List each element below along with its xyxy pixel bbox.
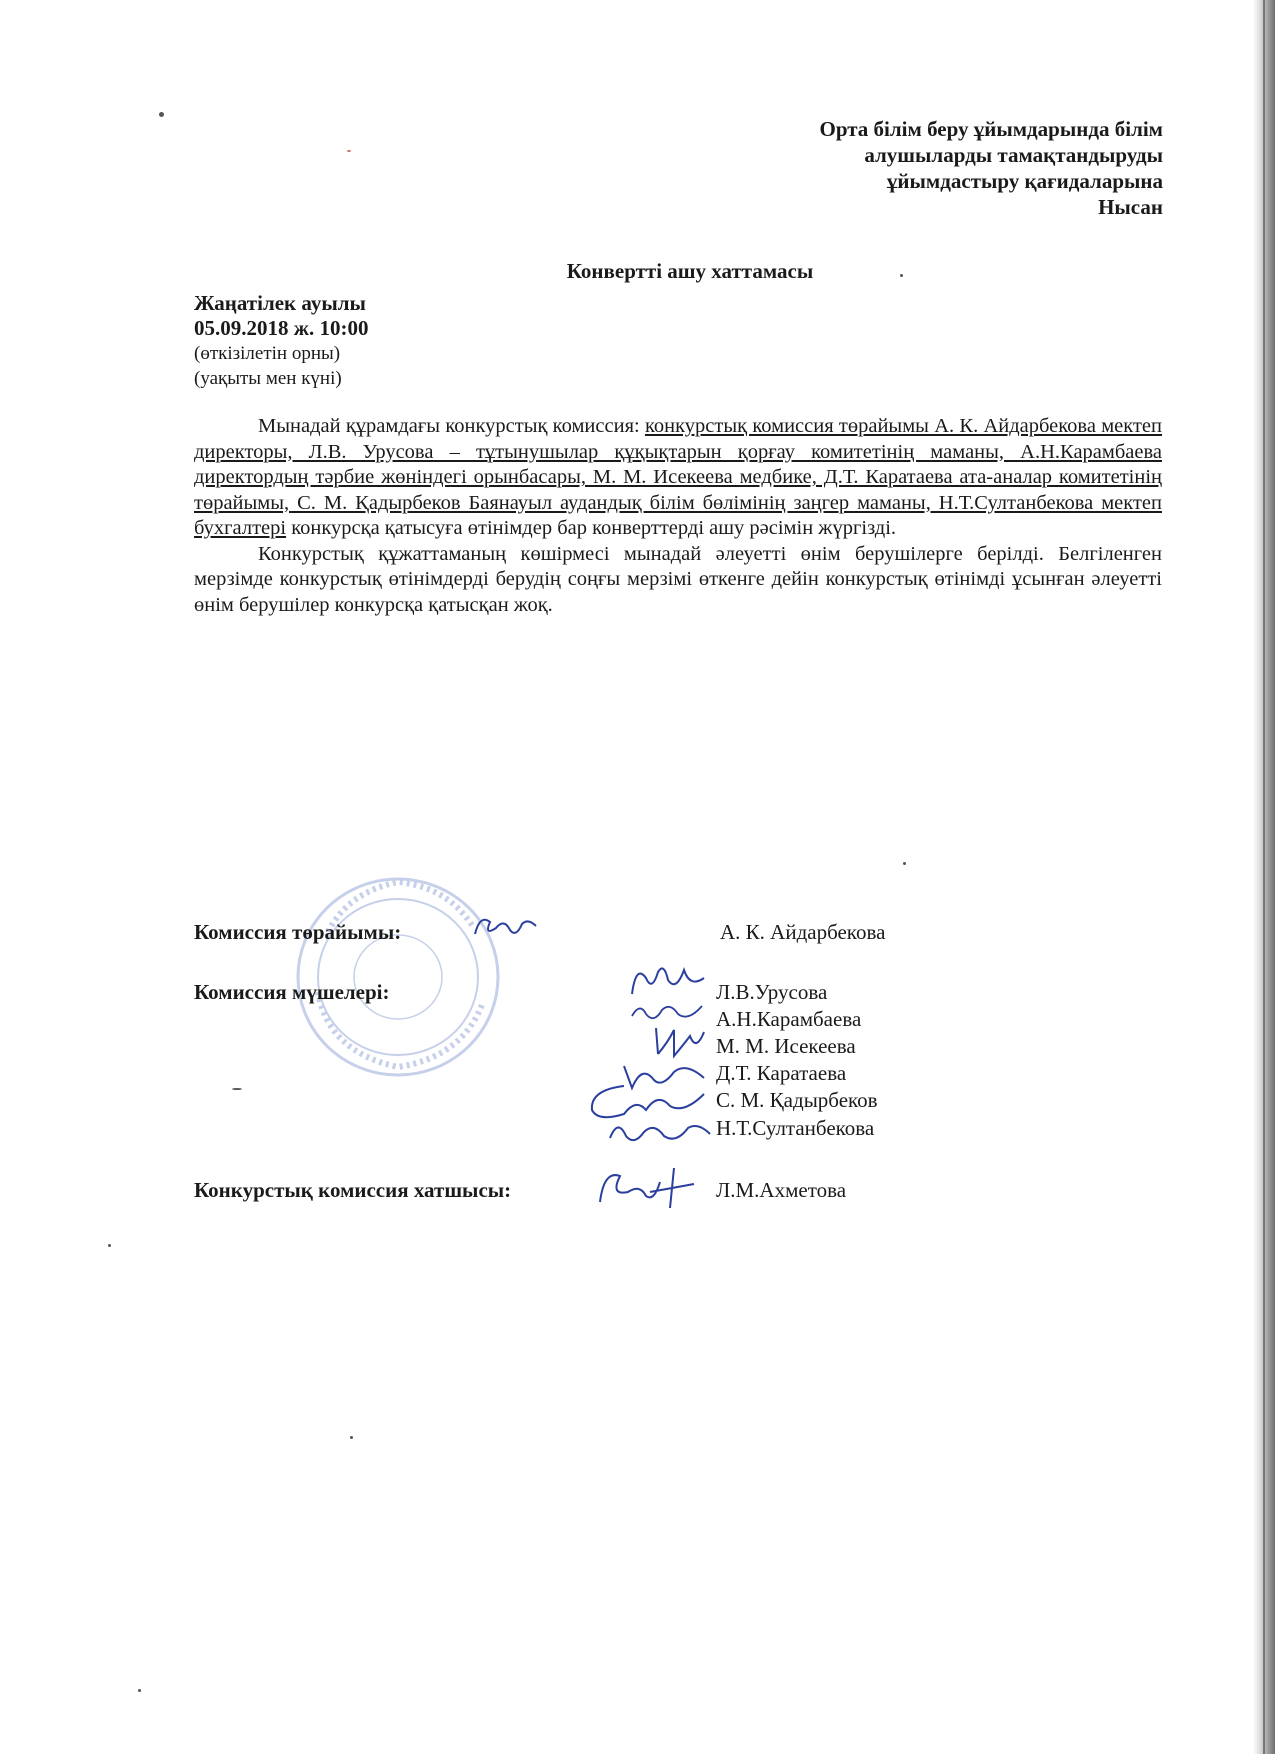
member-name: Д.Т. Каратаева [716, 1061, 847, 1085]
datetime: 05.09.2018 ж. 10:00 [194, 316, 369, 340]
chair-signature [470, 908, 540, 944]
header-form-word: Нысан [1098, 195, 1163, 219]
meta-block [194, 291, 368, 391]
scan-speck [347, 150, 351, 152]
chair-label: Комиссия төрайымы: [194, 920, 402, 944]
commission-members-list: конкурстық комиссия төрайымы А. К. Айдарбекова мектеп директоры, Л.В. Урусова – тұтынушылар құқықтарын қорғау комитетінің маманы, А.Н.Карамбаева директордың тәрбие жөніндегі орынбасары, М. М. Исекеева медбике, Д.Т. Каратаева ата-аналар комитетінің төрайымы, С. М. Қадырбеков Баянауыл аудандық білім бөлімінің заңгер маманы, Н.Т.Султанбекова мектеп бухгалтері [194, 415, 1162, 539]
member-signature [604, 1114, 714, 1150]
secretary-name: Л.М.Ахметова [716, 1178, 847, 1202]
secretary-signature [590, 1162, 700, 1212]
paragraph-lead: Мынадай құрамдағы конкурстық комиссия: [258, 415, 645, 437]
member-name: С. М. Қадырбеков [716, 1088, 878, 1112]
scan-speck [903, 862, 906, 865]
secretary-label: Конкурстық комиссия хатшысы: [194, 1178, 512, 1202]
member-signature [648, 1022, 708, 1062]
round-stamp-seal [288, 852, 538, 1082]
member-name: М. М. Исекеева [716, 1034, 856, 1058]
scan-speck [159, 112, 164, 117]
paragraph-tail: конкурсқа қатысуға өтінімдер бар конверттерді ашу рәсімін жүргізді. [286, 517, 897, 539]
scan-speck [350, 1436, 353, 1439]
document-title: Конвертті ашу хаттамасы [566, 259, 814, 283]
members-label: Комиссия мүшелері: [194, 980, 390, 1004]
header-line: ұйымдастыру қағидаларына [886, 169, 1163, 193]
form-header [820, 116, 1164, 220]
place: Жаңатілек ауылы [194, 291, 366, 315]
body-text [194, 414, 1162, 618]
scan-speck [232, 1088, 242, 1090]
paragraph-documentation: Конкурстық құжаттаманың көшірмесі мынадай әлеуетті өнім берушілерге берілді. Белгіленген мерзімде конкурстық өтінімдерді берудің соңғы мерзімі өткенге дейін конкурстық өтінімді ұсынған әлеуетті өнім берушілер конкурсқа қатысқан жоқ. [194, 542, 1162, 616]
scan-speck [108, 1244, 111, 1247]
paragraph-commission [194, 414, 1162, 542]
member-name: Л.В.Урусова [716, 980, 828, 1004]
chair-name: А. К. Айдарбекова [720, 920, 886, 944]
member-name: А.Н.Карамбаева [716, 1007, 862, 1031]
datetime-caption: (уақыты мен күні) [194, 368, 342, 389]
header-line: алушыларды тамақтандыруды [864, 143, 1163, 167]
scan-speck [138, 1689, 141, 1692]
place-caption: (өткізілетін орны) [194, 343, 341, 364]
header-line: Орта білім беру ұйымдарында білім [819, 117, 1163, 141]
member-name: Н.Т.Султанбекова [716, 1116, 875, 1140]
